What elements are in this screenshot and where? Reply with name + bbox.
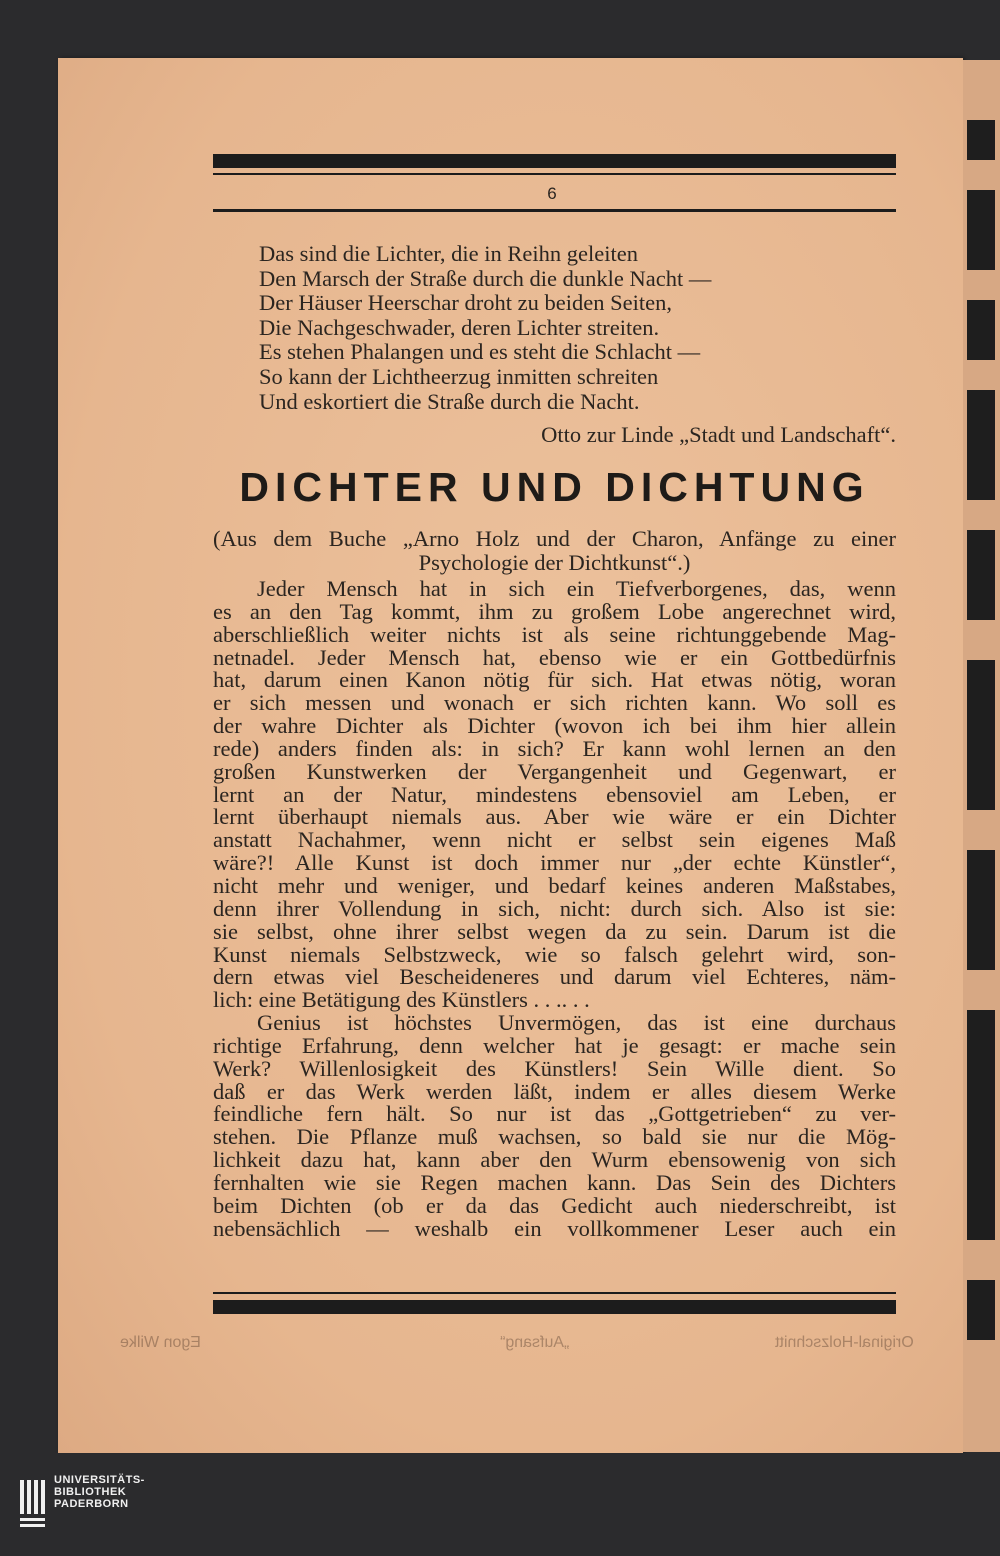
library-logo-text [54, 1474, 145, 1510]
body-line: der wahre Dichter als Dichter (wovon ich bei ihm hier allein [213, 713, 896, 739]
body-line: es an den Tag kommt, ihm zu großem Lobe angerechnet wird, [213, 598, 896, 624]
footer-bar [0, 1453, 1000, 1556]
body-line: aberschließlich weiter nichts ist als seine richtunggebende Mag- [213, 621, 896, 647]
adjacent-page-edge [963, 60, 1000, 1452]
header-rule [213, 209, 896, 212]
poem-line: Das sind die Lichter, die in Reihn geleiten [259, 241, 638, 266]
bleed-through-text: Egon Wilke [120, 1334, 201, 1351]
source-line: Psychologie der Dichtkunst“.) [418, 550, 691, 575]
top-rule-thin [213, 173, 896, 175]
library-logo-icon [18, 1478, 48, 1532]
logo-line: PADERBORN [54, 1498, 129, 1510]
body-line: er sich messen und wonach er sich richten kann. Wo soll es [213, 690, 896, 716]
top-rule-thick [213, 154, 896, 168]
body-line: anstatt Nachahmer, wenn nicht er selbst sein eigenes Maß [213, 827, 896, 853]
body-line: rede) anders finden als: in sich? Er kann wohl lernen an den [213, 735, 896, 761]
body-line: richtige Erfahrung, denn welcher hat je gesagt: er mache sein [213, 1032, 896, 1058]
bottom-rule-thin [213, 1292, 896, 1294]
body-line: netnadel. Jeder Mensch hat, ebenso wie er ein Gottbedürfnis [213, 644, 896, 670]
logo-line: BIBLIOTHEK [54, 1486, 127, 1498]
body-line: lichkeit dazu hat, kann aber den Wurm ebensowenig von sich [213, 1147, 896, 1173]
body-line: sie selbst, ohne ihrer selbst wegen da zu sein. Darum ist die [213, 918, 896, 944]
body-line: stehen. Die Pflanze muß wachsen, so bald sie nur die Mög- [213, 1124, 896, 1150]
article-source [213, 527, 896, 575]
body-line: denn ihrer Vollendung in sich, nicht: durch sich. Also ist sie: [213, 895, 896, 921]
body-line: Werk? Willenlosigkeit des Künstlers! Sein Wille dient. So [213, 1055, 896, 1081]
bleed-through-text: „Aufsang“ [500, 1334, 570, 1351]
body-line: Genius ist höchstes Unvermögen, das ist eine durchaus [257, 1010, 896, 1036]
body-line: fernhalten wie sie Regen machen kann. Das Sein des Dichters [213, 1169, 896, 1195]
poem-line: Der Häuser Heerschar droht zu beiden Seiten, [259, 290, 672, 316]
bleed-through-text: Original-Holzschnitt [775, 1334, 914, 1351]
body-line: Kunst niemals Selbstzweck, wie so falsch gelehrt wird, son- [213, 941, 896, 967]
body-line: beim Dichten (ob er da das Gedicht auch niederschreibt, ist [213, 1192, 896, 1218]
poem-line: Die Nachgeschwader, deren Lichter streiten. [259, 314, 660, 340]
body-line: daß er das Werk werden läßt, indem er alles diesem Werke [213, 1078, 896, 1104]
body-line: wäre?! Alle Kunst ist doch immer nur „der echte Künstler“, [213, 850, 896, 876]
source-line: (Aus dem Buche „Arno Holz und der Charon, Anfänge zu einer [213, 526, 896, 551]
body-line: dern etwas viel Bescheideneres und darum viel Echteres, näm- [213, 964, 896, 990]
body-line: lich: eine Betätigung des Künstlers . . .. . . [213, 987, 590, 1013]
body-line: großen Kunstwerken der Vergangenheit und Gegenwart, er [213, 758, 896, 784]
body-line: Jeder Mensch hat in sich ein Tiefverborgenes, das, wenn [257, 576, 896, 601]
page-number: 6 [547, 184, 557, 203]
poem-line: Den Marsch der Straße durch die dunkle Nacht — [259, 265, 712, 291]
poem-attribution: Otto zur Linde „Stadt und Landschaft“. [541, 422, 896, 447]
poem [259, 242, 879, 414]
body-line: lernt an der Natur, mindestens ebensoviel am Leben, er [213, 781, 896, 807]
poem-line: So kann der Lichtheerzug inmitten schreiten [259, 363, 659, 389]
article-heading: DICHTER UND DICHTUNG [239, 464, 870, 510]
body-line: feindliche fern hält. So nur ist das „Gottgetrieben“ zu ver- [213, 1101, 896, 1127]
body-line: lernt überhaupt niemals aus. Aber wie wäre er ein Dichter [213, 804, 896, 830]
poem-line: Und eskortiert die Straße durch die Nacht. [259, 388, 640, 414]
poem-line: Es stehen Phalangen und es steht die Schlacht — [259, 339, 701, 365]
body-line: nebensächlich — weshalb ein vollkommener Leser auch ein [213, 1215, 896, 1241]
article-body [213, 578, 896, 1240]
bottom-rule-thick [213, 1300, 896, 1314]
logo-line: UNIVERSITÄTS- [54, 1474, 145, 1486]
body-line: hat, darum einen Kanon nötig für sich. Hat etwas nötig, woran [213, 667, 896, 693]
body-line: nicht mehr und weniger, und bedarf keines anderen Maßstabes, [213, 872, 896, 898]
